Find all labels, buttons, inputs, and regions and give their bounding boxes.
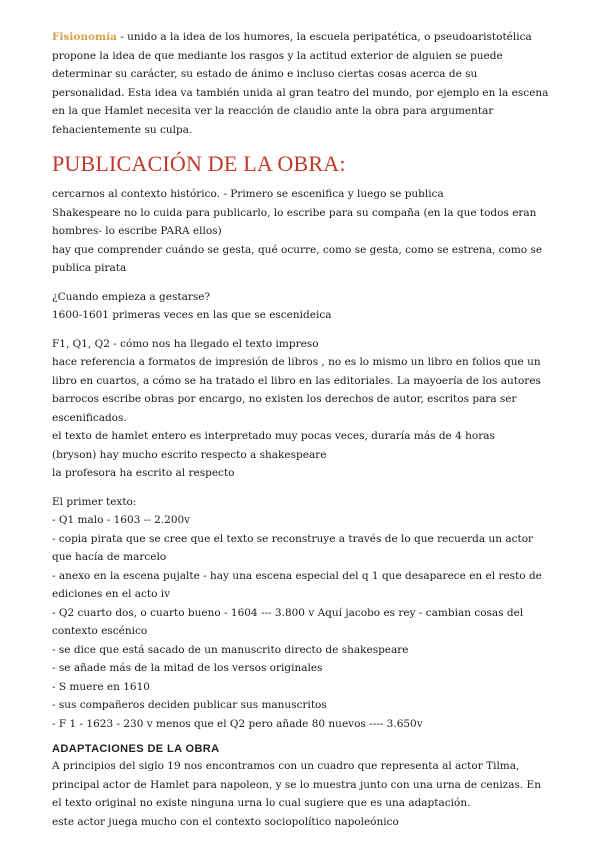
text-line: cercarnos al contexto histórico. - Primero se escenifica y luego se publica: [52, 188, 444, 200]
text-line: hace referencia a formatos de impresión de libros , no es lo mismo un libro en folios que un libro en cuartos, a cómo se ha tratado el libro en las editoriales. La mayoería de los autores barrocos escribe obras por encargo, no existen los derechos de autor, escritos para ser escenificados.: [52, 356, 541, 424]
paragraph-gestacion: [52, 288, 550, 325]
paragraph-adaptaciones: [52, 757, 550, 831]
text-line: El primer texto:: [52, 495, 137, 508]
intro-paragraph: [52, 28, 550, 139]
text-line: (bryson) hay mucho escrito respecto a shakespeare: [52, 448, 327, 461]
list-item: - S muere en 1610: [52, 680, 150, 693]
text-line: Shakespeare no lo cuida para publicarlo, lo escribe para su compaña (en la que todos eran hombres- lo escribe PARA ellos): [52, 206, 537, 237]
list-item: - se dice que está sacado de un manuscrito directo de shakespeare: [52, 643, 409, 656]
list-item: - Q1 malo - 1603 -- 2.200v: [52, 514, 191, 526]
list-item: - F 1 - 1623 - 230 v menos que el Q2 pero añade 80 nuevos ---- 3.650v: [52, 717, 423, 730]
term-fisionomia: Fisionomía: [52, 31, 117, 43]
list-item: - Q2 cuarto dos, o cuarto bueno - 1604 --- 3.800 v Aquí jacobo es rey - cambian cosas del contexto escénico: [52, 606, 524, 637]
paragraph-formatos: [52, 335, 550, 483]
text-line: el texto de hamlet entero es interpretado muy pocas veces, duraría más de 4 horas: [52, 430, 495, 442]
section-heading-adaptaciones: ADAPTACIONES DE LA OBRA: [52, 743, 220, 755]
text-line: F1, Q1, Q2 - cómo nos ha llegado el texto impreso: [52, 337, 319, 350]
intro-text: - unido a la idea de los humores, la escuela peripatética, o pseudoaristotélica propone la idea de que mediante los rasgos y la actitud exterior de alguien se puede determinar su carácter, su estado de ánimo e incluso ciertas cosas acerca de su personalidad. Esta idea va también unida al gran teatro del mundo, por ejemplo en la escena en la que Hamlet necesita ver la reacción de claudio ante la obra para argumentar fehacientemente su culpa.: [52, 31, 549, 136]
text-line: hay que comprender cuándo se gesta, qué ocurre, como se gesta, como se estrena, como se publica pirata: [52, 243, 543, 274]
paragraph-contexto: [52, 185, 550, 278]
list-item: - sus compañeros deciden publicar sus manuscritos: [52, 699, 327, 711]
list-item: - se añade más de la mitad de los versos originales: [52, 662, 323, 674]
text-line: ¿Cuando empieza a gestarse?: [52, 290, 211, 303]
text-line: la profesora ha escrito al respecto: [52, 467, 235, 479]
text-line: este actor juega mucho con el contexto sociopolítico napoleónico: [52, 815, 399, 828]
section-heading-publicacion: PUBLICACIÓN DE LA OBRA:: [52, 151, 346, 176]
paragraph-primer-texto: [52, 493, 550, 734]
list-item: - anexo en la escena pujalte - hay una escena especial del q 1 que desaparece en el resto de ediciones en el acto iv: [52, 569, 542, 600]
text-line: 1600-1601 primeras veces en las que se escenideica: [52, 309, 332, 321]
text-line: A principios del siglo 19 nos encontramos con un cuadro que representa al actor Tilma, principal actor de Hamlet para napoleon, y se lo muestra junto con una urna de cenizas. En el texto original no existe ninguna urna lo cual sugiere que es una adaptación.: [52, 760, 541, 809]
list-item: - copia pirata que se cree que el texto se reconstruye a través de lo que recuerda un actor que hacía de marcelo: [52, 532, 534, 563]
